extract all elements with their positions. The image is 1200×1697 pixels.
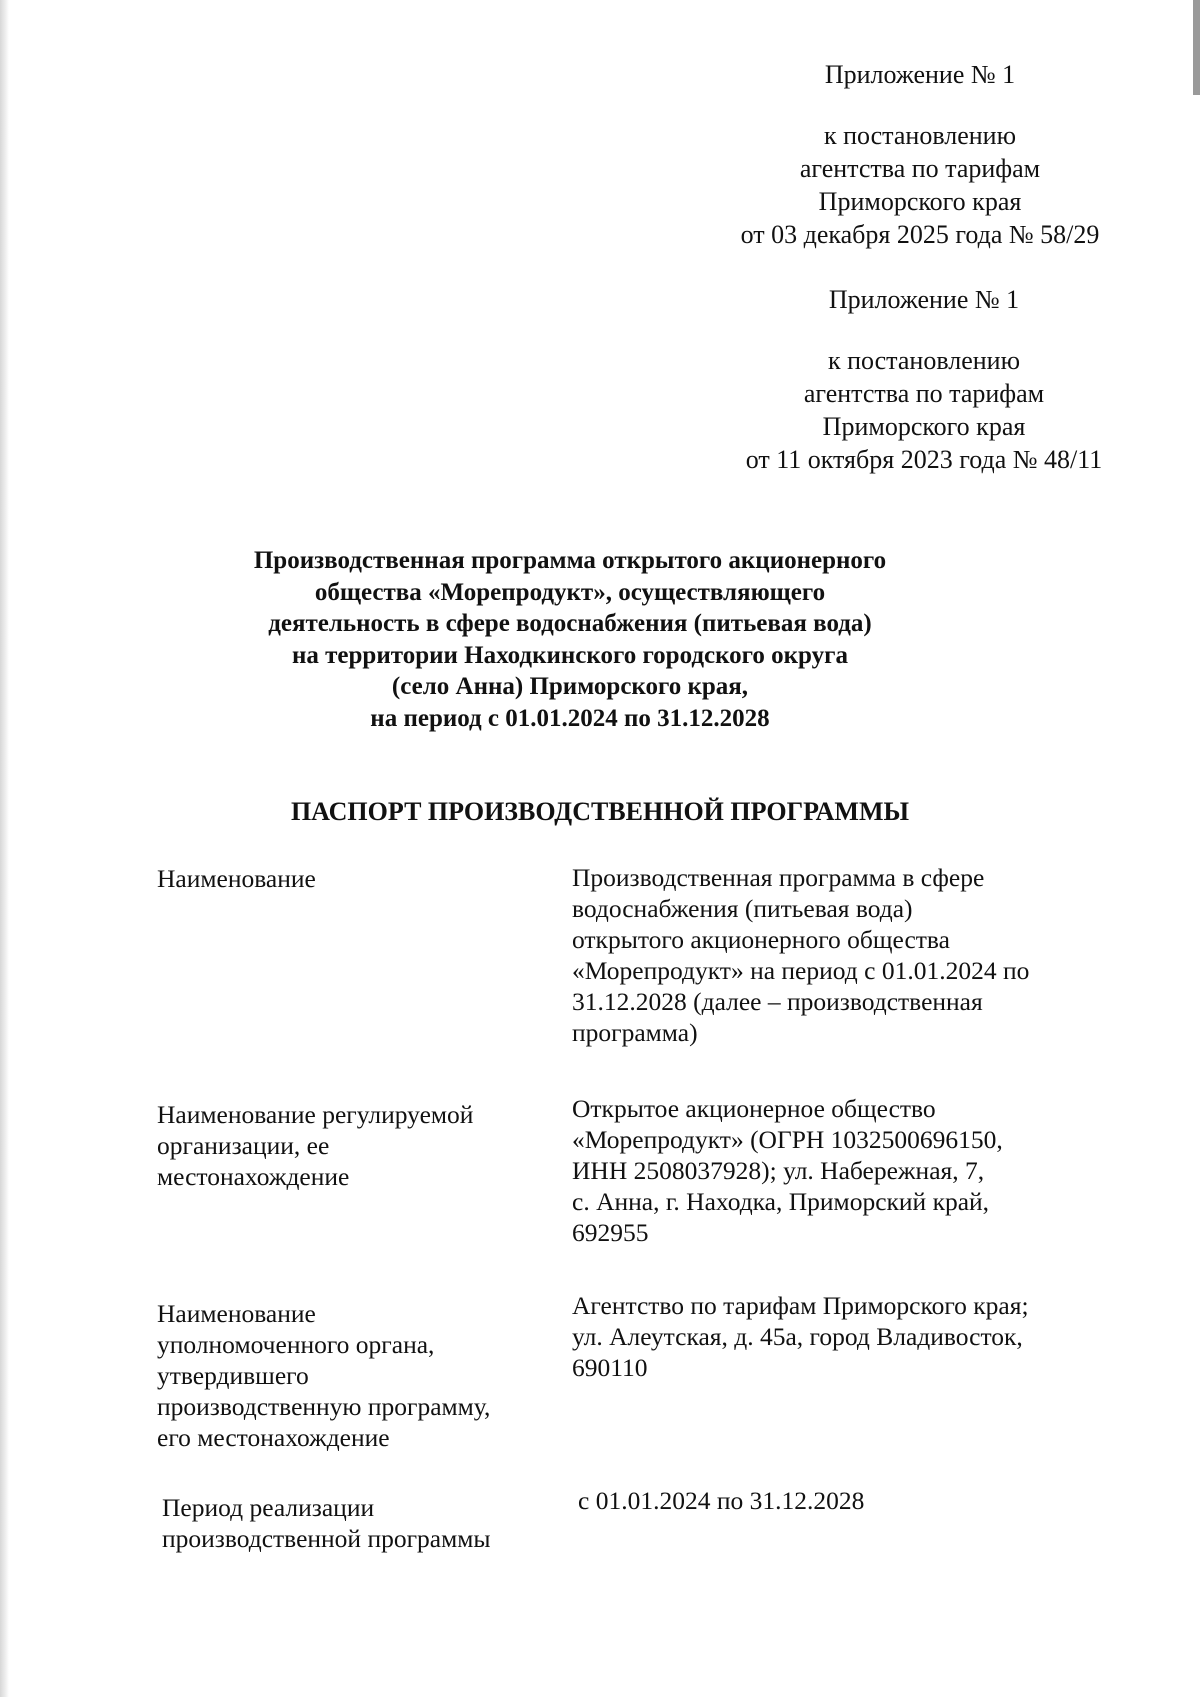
label-line: производственную программу, xyxy=(157,1392,491,1421)
approval-block-original xyxy=(704,283,1144,476)
value-line: Открытое акционерное общество xyxy=(572,1094,936,1123)
passport-row-name-value xyxy=(572,862,1132,1048)
value-line: с. Анна, г. Находка, Приморский край, xyxy=(572,1187,990,1216)
program-title-line: (село Анна) Приморского края, xyxy=(391,673,749,700)
label-line: Наименование xyxy=(157,864,316,893)
label-line: его местонахождение xyxy=(157,1423,390,1452)
label-line: Наименование xyxy=(157,1299,316,1328)
approval-line: агентства по тарифам xyxy=(799,154,1041,183)
approval-block-current xyxy=(700,58,1140,251)
value-line: Производственная программа в сфере xyxy=(572,863,985,892)
program-title-line: Производственная программа открытого акционерного xyxy=(253,547,887,574)
label-line: уполномоченного органа, xyxy=(157,1330,435,1359)
label-line: организации, ее xyxy=(157,1131,330,1160)
passport-row-period-value xyxy=(578,1485,1138,1516)
program-title-line: на период с 01.01.2024 по 31.12.2028 xyxy=(370,704,770,732)
approval-line: к постановлению xyxy=(827,346,1021,375)
program-title xyxy=(200,545,940,734)
passport-row-name-label xyxy=(157,863,557,894)
passport-row-authority-label xyxy=(157,1298,557,1453)
appendix-title: Приложение № 1 xyxy=(824,60,1016,89)
approval-line: агентства по тарифам xyxy=(803,379,1045,408)
value-line: программа) xyxy=(572,1018,698,1047)
value-line: Агентство по тарифам Приморского края; xyxy=(572,1291,1029,1320)
approval-line: Приморского края xyxy=(818,187,1022,216)
value-line: открытого акционерного общества xyxy=(572,925,950,954)
label-line: Наименование регулируемой xyxy=(157,1100,474,1129)
program-title-line: общества «Морепродукт», осуществляющего xyxy=(314,578,826,606)
label-line: производственной программы xyxy=(162,1524,491,1553)
label-line: утвердившего xyxy=(157,1361,309,1390)
passport-row-period-label xyxy=(162,1492,562,1554)
value-line: 690110 xyxy=(572,1353,648,1382)
value-line: «Морепродукт» (ОГРН 1032500696150, xyxy=(572,1125,1003,1154)
scan-right-edge-mark xyxy=(1193,0,1200,95)
value-line: 31.12.2028 (далее – производственная xyxy=(572,987,983,1016)
value-line: ИНН 2508037928); ул. Набережная, 7, xyxy=(572,1156,985,1185)
program-title-line: деятельность в сфере водоснабжения (питьевая вода) xyxy=(268,610,872,637)
approval-date-line: от 03 декабря 2025 года № 58/29 xyxy=(740,220,1100,249)
label-line: Период реализации xyxy=(162,1493,375,1522)
approval-line: Приморского края xyxy=(822,412,1026,441)
approval-line: к постановлению xyxy=(823,121,1017,150)
value-line: с 01.01.2024 по 31.12.2028 xyxy=(578,1486,865,1515)
value-line: водоснабжения (питьевая вода) xyxy=(572,894,913,923)
value-line: ул. Алеутская, д. 45а, город Владивосток, xyxy=(572,1322,1023,1351)
value-line: «Морепродукт» на период с 01.01.2024 по xyxy=(572,956,1030,985)
approval-date-line: от 11 октября 2023 года № 48/11 xyxy=(745,445,1103,474)
program-title-line: на территории Находкинского городского округа xyxy=(292,641,848,669)
appendix-title: Приложение № 1 xyxy=(828,285,1020,314)
passport-row-organization-value xyxy=(572,1093,1132,1248)
passport-row-organization-label xyxy=(157,1099,557,1192)
label-line: местонахождение xyxy=(157,1162,350,1191)
scan-left-edge xyxy=(0,0,9,1697)
value-line: 692955 xyxy=(572,1218,649,1247)
passport-row-authority-value xyxy=(572,1290,1132,1383)
passport-heading: ПАСПОРТ ПРОИЗВОДСТВЕННОЙ ПРОГРАММЫ xyxy=(290,797,910,826)
